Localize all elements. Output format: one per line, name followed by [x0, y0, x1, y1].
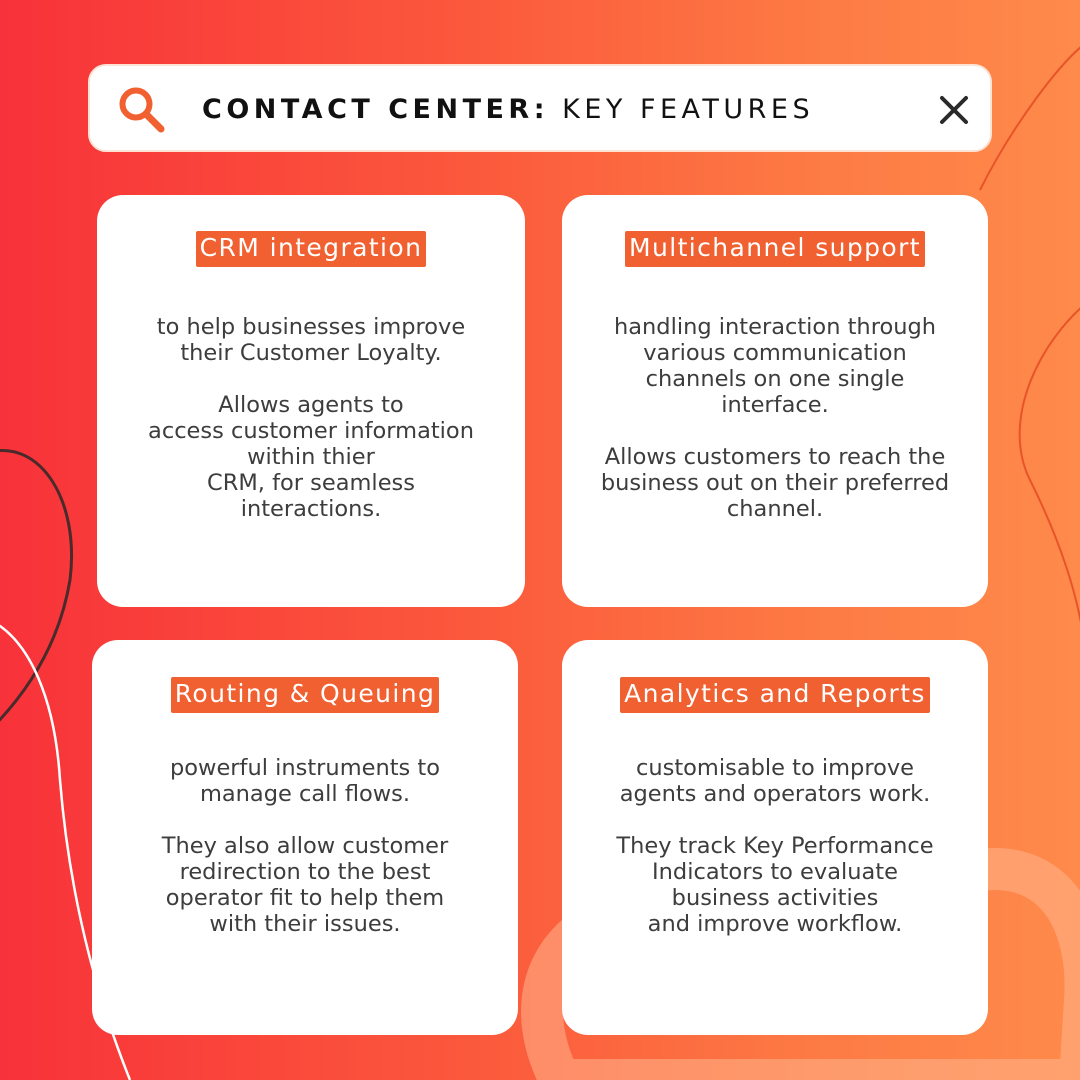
feature-card-summary: to help businesses improve their Customer Loyalty. [156, 314, 466, 366]
search-icon [116, 84, 168, 136]
close-icon[interactable] [938, 94, 970, 126]
dark-curve-line [0, 450, 72, 730]
feature-card-detail: Allows agents to access customer information within thier CRM, for seamless interactions. [148, 392, 474, 522]
page-title [202, 66, 814, 154]
feature-card-label: Multichannel support [625, 231, 925, 267]
feature-card-multichannel [562, 195, 988, 607]
feature-card-label: Analytics and Reports [620, 677, 930, 713]
page-title-rest: KEY FEATURES [549, 94, 815, 125]
page-title-bold: CONTACT CENTER: [202, 94, 550, 125]
feature-card-summary: handling interaction through various communication channels on one single interface. [613, 314, 937, 418]
orange-curve-line-right [980, 40, 1080, 650]
feature-card-summary: customisable to improve agents and operators work. [619, 755, 931, 807]
feature-card-detail: Allows customers to reach the business out on their preferred channel. [600, 444, 950, 522]
feature-card-body [582, 755, 968, 937]
feature-card-body [582, 314, 968, 522]
feature-card-label: Routing & Queuing [171, 677, 439, 713]
feature-card-detail: They also allow customer redirection to the best operator fit to help them with their issues. [161, 833, 449, 937]
feature-card-body [117, 314, 505, 522]
feature-card-summary: powerful instruments to manage call flows. [170, 755, 440, 807]
search-bar[interactable] [88, 64, 992, 152]
feature-card-body [112, 755, 498, 937]
feature-card-label: CRM integration [196, 231, 427, 267]
feature-card-analytics [562, 640, 988, 1035]
feature-card-detail: They track Key Performance Indicators to evaluate business activities and improve workflow. [616, 833, 934, 937]
feature-card-routing [92, 640, 518, 1035]
feature-card-crm [97, 195, 525, 607]
